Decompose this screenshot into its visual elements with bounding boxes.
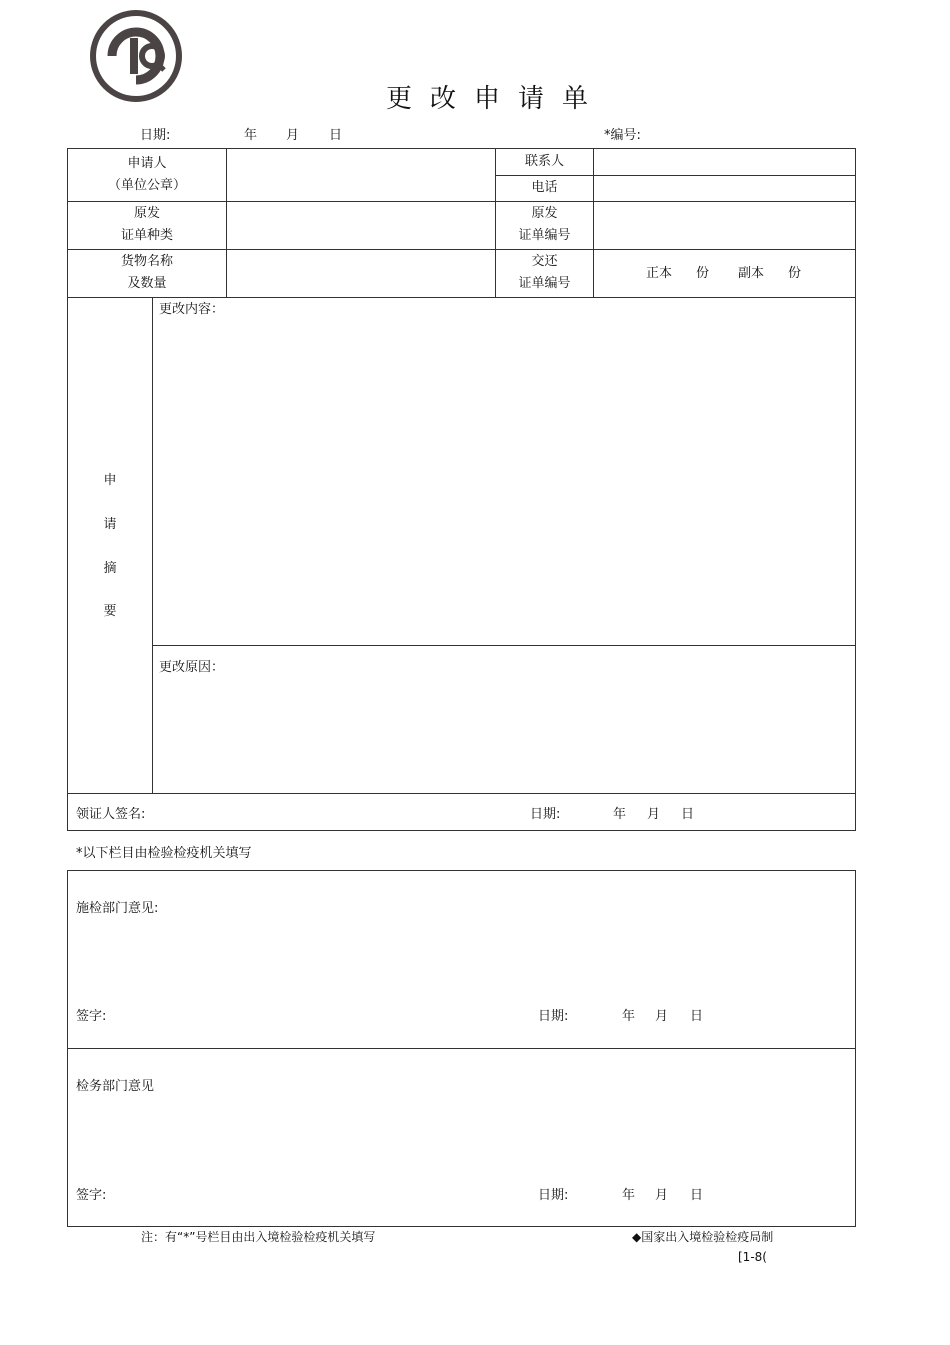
contact-label: [496, 148, 593, 175]
inspection-month-label: 月: [655, 1009, 669, 1024]
change-content-label: 更改内容：: [159, 302, 225, 317]
receiver-month-label: 月: [647, 807, 661, 822]
goods-label: [68, 249, 226, 297]
affairs-month-label: 月: [655, 1188, 669, 1203]
orig-cert-type-label: [68, 201, 226, 249]
inspection-day-label: 日: [690, 1009, 704, 1024]
summary-char-1: 申: [103, 473, 117, 488]
header-month-label: 月: [286, 128, 300, 143]
authority-fill-note: *以下栏目由检验检疫机关填写: [76, 846, 252, 861]
header-date-label: 日期:: [140, 128, 171, 143]
affairs-day-label: 日: [690, 1188, 704, 1203]
affairs-opinion-label: 检务部门意见: [76, 1079, 155, 1094]
goods-label-line1: 货物名称: [120, 254, 173, 269]
orig-cert-no-line2: 证单编号: [518, 228, 571, 243]
header-day-label: 日: [329, 128, 343, 143]
goods-label-line2: 及数量: [127, 276, 167, 291]
receiver-date-label: 日期:: [530, 807, 561, 822]
inspection-opinion-label: 施检部门意见:: [76, 901, 159, 916]
return-cert-label: [496, 249, 593, 297]
receiver-year-label: 年: [613, 807, 627, 822]
change-reason-field[interactable]: [153, 676, 855, 792]
receiver-sign-label: 领证人签名:: [76, 807, 146, 822]
original-copies-label: 正本: [646, 266, 673, 281]
contact-label-text: 联系人: [524, 153, 564, 169]
footer-form-code: [1-8(: [738, 1250, 767, 1264]
change-content-field[interactable]: [153, 318, 855, 644]
orig-cert-type-line1: 原发: [133, 206, 160, 221]
applicant-field[interactable]: [227, 149, 495, 201]
header-number-label: *编号:: [604, 128, 641, 143]
goods-field[interactable]: [227, 250, 495, 297]
duplicate-copies-label: 副本: [738, 266, 765, 281]
ciq-logo: [90, 10, 182, 102]
inspection-year-label: 年: [622, 1009, 636, 1024]
footer-issuer: ◆国家出入境检验检疫局制: [632, 1230, 774, 1244]
receiver-day-label: 日: [681, 807, 695, 822]
footer-note: 注：有“*”号栏目由出入境检验检疫机关填写: [141, 1230, 376, 1244]
phone-field[interactable]: [594, 176, 855, 201]
header-year-label: 年: [244, 128, 258, 143]
applicant-label: [68, 148, 226, 201]
page-title: 更改申请单: [386, 84, 607, 114]
inspection-date-label: 日期:: [538, 1009, 569, 1024]
duplicate-copies-unit: 份: [788, 266, 802, 281]
return-cert-line2: 证单编号: [518, 276, 571, 291]
applicant-label-line1: 申请人: [127, 155, 167, 171]
applicant-label-line2: （单位公章）: [107, 177, 186, 193]
affairs-opinion-field[interactable]: [76, 1098, 846, 1176]
orig-cert-type-line2: 证单种类: [120, 228, 173, 243]
phone-label-text: 电话: [531, 180, 558, 195]
original-copies-unit: 份: [696, 266, 710, 281]
return-cert-line1: 交还: [531, 254, 558, 269]
summary-char-3: 摘: [103, 561, 117, 576]
inspection-opinion-field[interactable]: [76, 920, 846, 998]
ciq-logo-icon: [90, 10, 182, 102]
contact-field[interactable]: [594, 149, 855, 175]
affairs-date-label: 日期:: [538, 1188, 569, 1203]
phone-label: [496, 175, 593, 201]
orig-cert-no-line1: 原发: [531, 206, 558, 221]
summary-char-2: 请: [103, 517, 117, 532]
inspection-sign-label: 签字:: [76, 1009, 107, 1024]
orig-cert-no-label: [496, 201, 593, 249]
change-reason-label: 更改原因：: [159, 660, 225, 675]
orig-cert-no-field[interactable]: [594, 202, 855, 249]
orig-cert-type-field[interactable]: [227, 202, 495, 249]
affairs-year-label: 年: [622, 1188, 636, 1203]
summary-char-4: 要: [103, 604, 117, 619]
affairs-sign-label: 签字:: [76, 1188, 107, 1203]
